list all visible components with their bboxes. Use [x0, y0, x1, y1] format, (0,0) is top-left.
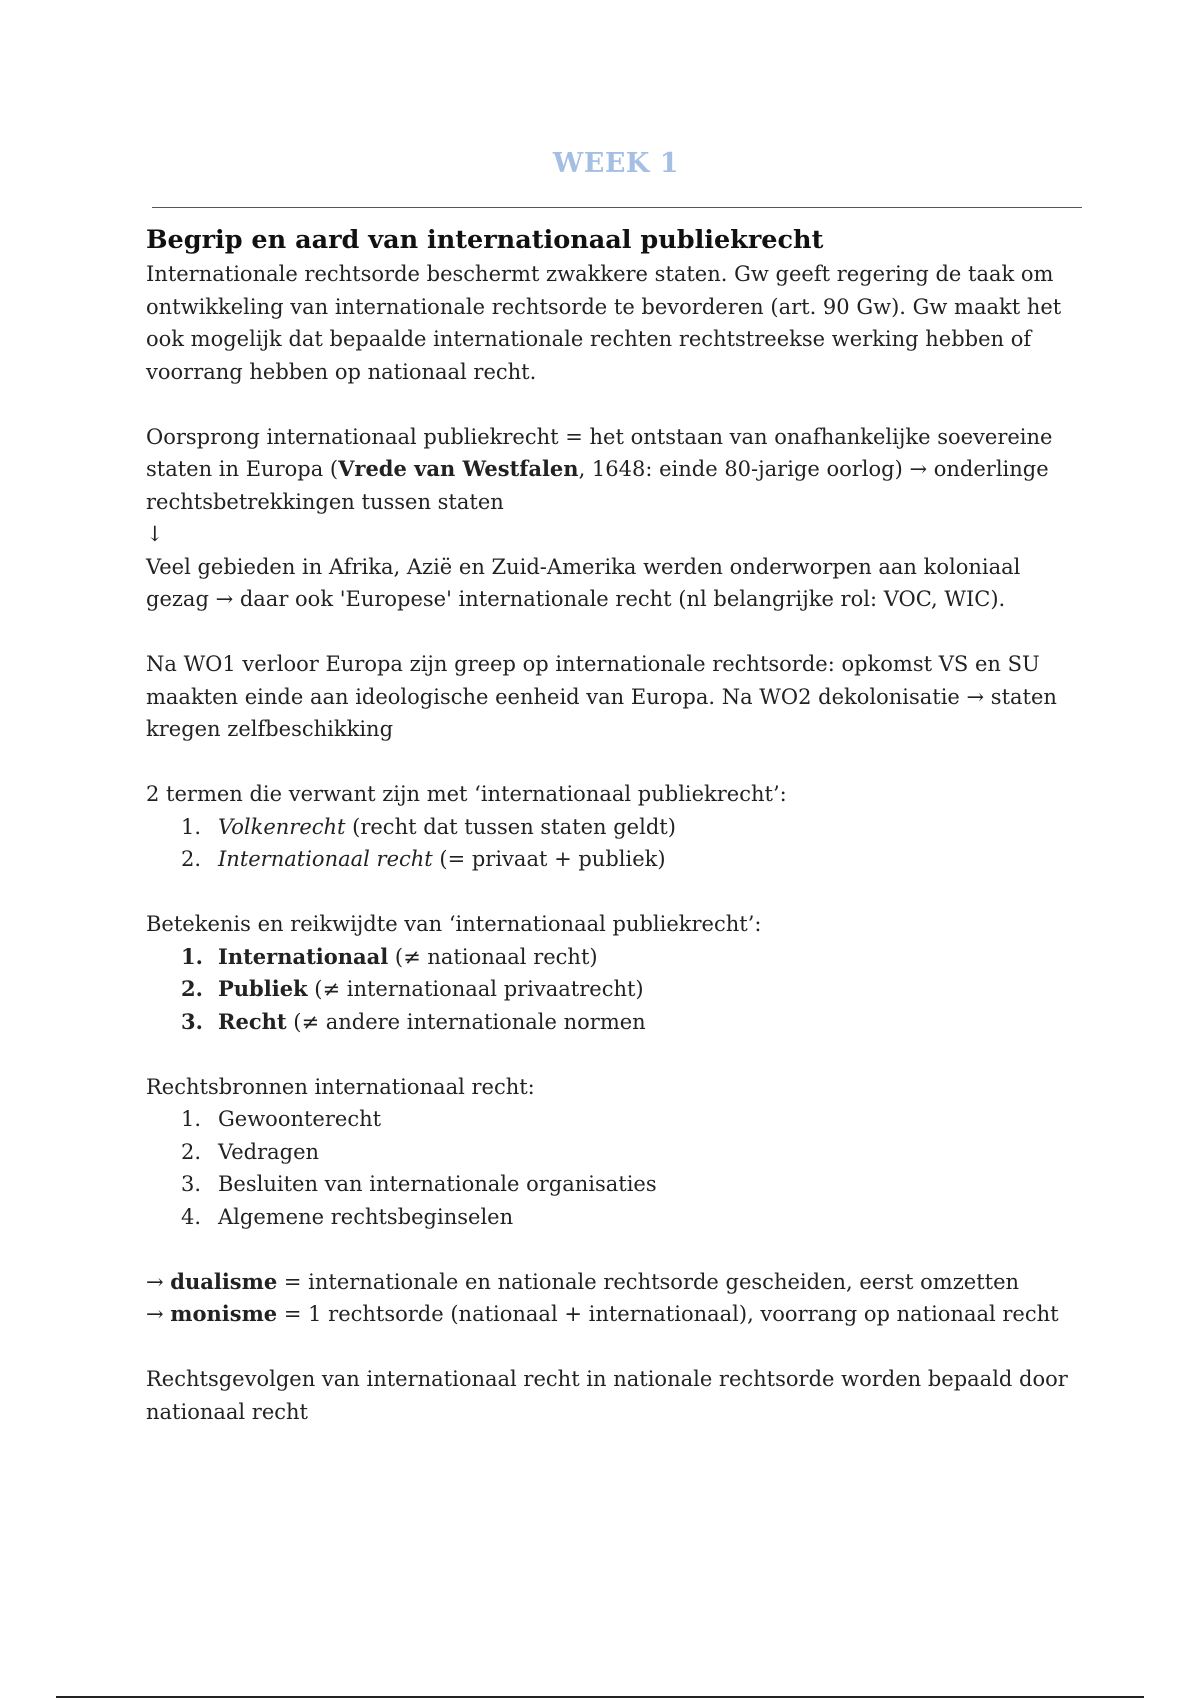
arrow-glyph: → — [146, 1302, 171, 1326]
section-heading: Begrip en aard van internationaal publiekrecht — [146, 225, 824, 255]
dualism-line — [146, 1266, 1086, 1299]
list-number: 2. — [181, 847, 202, 871]
meaning-term: Publiek — [218, 976, 308, 1001]
list-item — [146, 1168, 1086, 1201]
paragraph-consequences: Rechtsgevolgen van internationaal recht in nationale rechtsorde worden bepaald door nationaal recht — [146, 1367, 1068, 1424]
source-text: Besluiten van internationale organisaties — [218, 1172, 657, 1196]
meaning-intro: Betekenis en reikwijdte van ‘internationaal publiekrecht’: — [146, 912, 762, 936]
dualism-definition: = internationale en nationale rechtsorde gescheiden, eerst omzetten — [277, 1269, 1020, 1294]
paragraph-origin — [146, 421, 1086, 519]
list-number: 1. — [181, 943, 203, 969]
paragraph-colonial: Veel gebieden in Afrika, Azië en Zuid-Amerika werden onderworpen aan koloniaal gezag → daar ook 'Europese' internationale recht (nl belangrijke rol: VOC, WIC). — [146, 554, 1021, 611]
term-volkenrecht: Volkenrecht — [218, 814, 346, 839]
title-divider — [152, 207, 1082, 208]
meaning-term: Internationaal — [218, 943, 389, 969]
spacer — [146, 746, 1086, 779]
list-item — [146, 843, 1086, 876]
document-body — [146, 222, 1086, 1428]
list-number: 3. — [181, 1172, 202, 1196]
list-number: 2. — [181, 976, 203, 1001]
meaning-description: (≠ nationaal recht) — [388, 944, 598, 969]
term-description: (= privaat + publiek) — [432, 847, 666, 871]
page-bottom-divider — [56, 1696, 1144, 1698]
list-number: 4. — [181, 1204, 202, 1229]
terms-intro: 2 termen die verwant zijn met ‘internationaal publiekrecht’: — [146, 782, 787, 806]
meaning-list — [146, 941, 1086, 1039]
origin-westfalen: Vrede van Westfalen — [338, 456, 579, 481]
list-item — [146, 973, 1086, 1006]
monism-term: monisme — [170, 1301, 278, 1326]
list-item — [146, 1103, 1086, 1136]
list-item — [146, 941, 1086, 974]
list-item — [146, 1201, 1086, 1234]
term-description: (recht dat tussen staten geldt) — [345, 814, 676, 839]
spacer — [146, 1331, 1086, 1364]
down-arrow: ↓ — [146, 522, 164, 546]
monism-definition: = 1 rechtsorde (nationaal + internationaal), voorrang op nationaal recht — [277, 1302, 1059, 1326]
arrow-glyph: → — [146, 1269, 171, 1294]
origin-rest: , 1648: einde 80-jarige oorlog) → onderlinge rechtsbetrekkingen tussen staten — [146, 457, 1049, 514]
monism-line — [146, 1298, 1086, 1331]
list-item — [146, 811, 1086, 844]
spacer — [146, 1233, 1086, 1266]
sources-intro: Rechtsbronnen internationaal recht: — [146, 1074, 535, 1099]
spacer — [146, 1038, 1086, 1071]
list-number: 1. — [181, 814, 202, 839]
dualism-term: dualisme — [170, 1268, 278, 1294]
source-text: Algemene rechtsbeginselen — [218, 1204, 514, 1229]
list-item — [146, 1136, 1086, 1169]
term-internationaal-recht: Internationaal recht — [218, 847, 433, 871]
list-number: 2. — [181, 1139, 202, 1164]
spacer — [146, 388, 1086, 421]
paragraph-world-wars: Na WO1 verloor Europa zijn greep op internationale rechtsorde: opkomst VS en SU maakten einde aan ideologische eenheid van Europa. Na WO2 dekolonisatie → staten kregen zelfbeschikking — [146, 652, 1057, 741]
meaning-description: (≠ andere internationale normen — [286, 1009, 646, 1034]
meaning-term: Recht — [218, 1008, 287, 1034]
source-text: Vedragen — [218, 1139, 320, 1164]
list-number: 3. — [181, 1008, 203, 1034]
list-number: 1. — [181, 1107, 202, 1131]
week-title: WEEK 1 — [552, 148, 680, 179]
paragraph-legal-order: Internationale rechtsorde beschermt zwakkere staten. Gw geeft regering de taak om ontwikkeling van internationale rechtsorde te bevorderen (art. 90 Gw). Gw maakt het ook mogelijk dat bepaalde internationale rechten rechtstreekse werking hebben of voorrang hebben op nationaal recht. — [146, 262, 1062, 384]
sources-list — [146, 1103, 1086, 1233]
terms-list — [146, 811, 1086, 876]
list-item — [146, 1006, 1086, 1039]
source-text: Gewoonterecht — [218, 1107, 382, 1131]
spacer — [146, 876, 1086, 909]
meaning-description: (≠ internationaal privaatrecht) — [307, 977, 644, 1001]
spacer — [146, 616, 1086, 649]
origin-intro: Oorsprong internationaal publiekrecht = het ontstaan van onafhankelijke soevereine staten in Europa ( — [146, 424, 1053, 481]
